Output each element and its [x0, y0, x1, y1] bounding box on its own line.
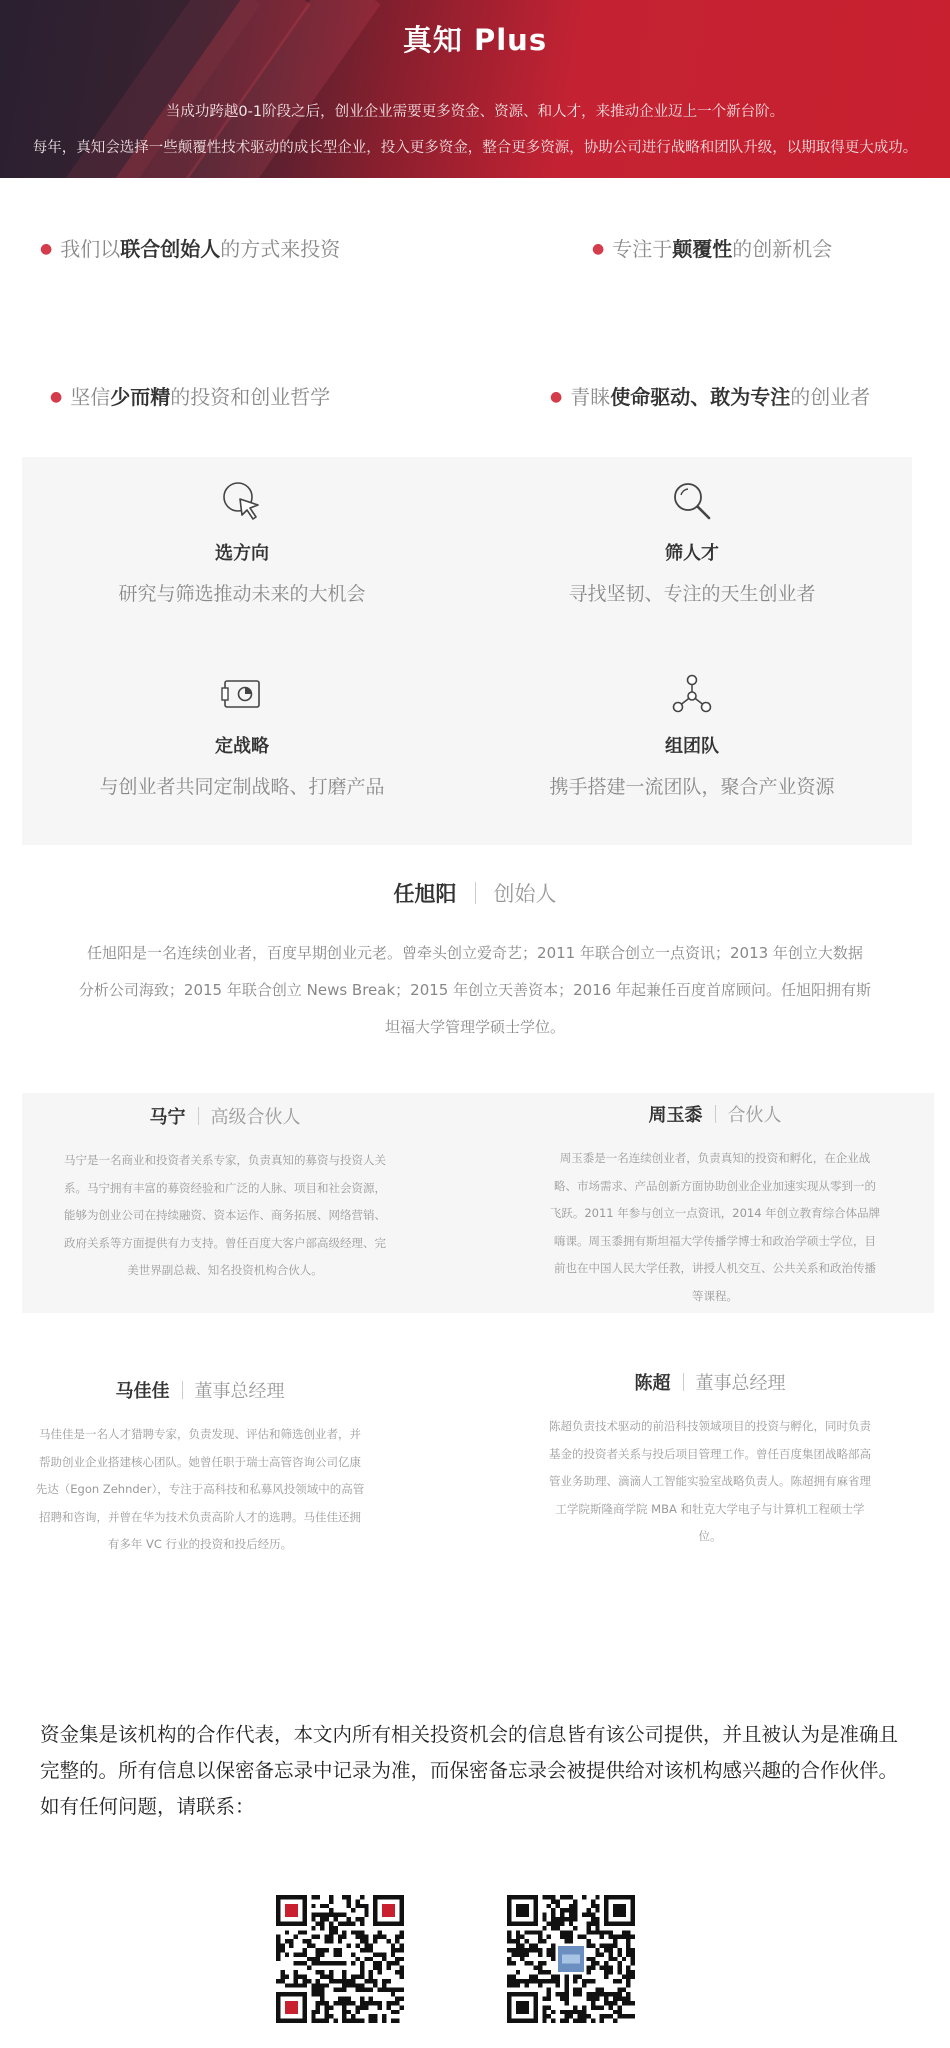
- principle-item: [50, 381, 330, 410]
- partner-role: 高级合伙人: [210, 1107, 301, 1128]
- partner-name: 陈超: [634, 1373, 671, 1394]
- approach-title: 组团队: [665, 736, 719, 757]
- approach-item: [22, 672, 462, 799]
- partner-card: [525, 1369, 895, 1551]
- partners-panel: [22, 1093, 934, 1313]
- approach-desc: 研究与筛选推动未来的大机会: [118, 583, 366, 605]
- principle-text: 坚信: [70, 385, 111, 409]
- principle-emphasis: 使命驱动、敢为专注: [610, 385, 791, 409]
- principle-text: 专注于: [612, 237, 673, 261]
- cursor-icon: [220, 479, 264, 523]
- partner-role: 董事总经理: [194, 1381, 285, 1402]
- bio-line: 略、市场需求、产品创新方面协助创业企业加速实现从零到一的: [554, 1178, 876, 1193]
- bio-line: 分析公司海致；2015 年联合创立 News Break；2015 年创立天善资本；2016 年起兼任百度首席顾问。任旭阳拥有斯: [78, 981, 872, 999]
- approach-title: 筛人才: [665, 543, 719, 564]
- partner-name: 马佳佳: [115, 1381, 170, 1402]
- approach-title: 选方向: [215, 543, 269, 564]
- bio-line: 前也在中国人民大学任教，讲授人机交互、公共关系和政治传播: [554, 1261, 876, 1275]
- divider: [475, 882, 476, 904]
- bio-line: 等课程。: [692, 1288, 738, 1303]
- bio-line: 马宁是一名商业和投资者关系专家，负责真知的募资与投资人关: [64, 1153, 386, 1167]
- divider: [182, 1381, 183, 1399]
- partner-role: 合伙人: [727, 1105, 782, 1126]
- bio-line: 坦福大学管理学硕士学位。: [384, 1018, 565, 1036]
- divider: [198, 1107, 199, 1125]
- principle-emphasis: 联合创始人: [120, 237, 221, 261]
- bio-line: 系。马宁拥有丰富的募资经验和广泛的人脉、项目和社会资源，: [64, 1180, 386, 1195]
- principle-text: 我们以: [60, 237, 121, 261]
- bio-line: 有多年 VC 行业的投资和投后经历。: [107, 1537, 293, 1551]
- divider: [683, 1373, 684, 1391]
- partner-bio: [540, 1145, 890, 1310]
- founder-bio: [40, 935, 910, 1046]
- bio-line: 招聘和咨询，并曾在华为技术负责高阶人才的选聘。马佳佳还拥: [39, 1509, 361, 1524]
- approach-item: [472, 672, 912, 799]
- partner-bio: [525, 1413, 895, 1551]
- partner-heading: [50, 1103, 400, 1129]
- approach-item: [472, 479, 912, 606]
- partner-heading: [15, 1377, 385, 1403]
- principle-emphasis: 少而精: [110, 385, 171, 409]
- notice-line: 完整的。所有信息以保密备忘录中记录为准，而保密备忘录会被提供给对该机构感兴趣的合作伙伴。: [40, 1759, 899, 1782]
- founder-name: 任旭阳: [393, 882, 457, 906]
- hero-intro-line: 当成功跨越0-1阶段之后，创业企业需要更多资金、资源、和人才，来推动企业迈上一个新台阶。: [165, 104, 785, 120]
- bullet-dot-icon: ●: [592, 241, 605, 257]
- hero-banner: [0, 0, 950, 178]
- principle-text: 的创新机会: [732, 237, 833, 261]
- bio-line: 位。: [698, 1529, 722, 1543]
- partner-card: [540, 1101, 890, 1310]
- hero-title: 真知 Plus: [402, 23, 548, 57]
- principle-text: 青睐: [570, 385, 611, 409]
- bullet-dot-icon: ●: [50, 389, 63, 405]
- partner-role: 董事总经理: [695, 1373, 786, 1394]
- notice-line: 资金集是该机构的合作代表，本文内所有相关投资机会的信息皆有该公司提供，并且被认为是准确且: [40, 1723, 899, 1746]
- bio-line: 任旭阳是一名连续创业者，百度早期创业元老。曾牵头创立爱奇艺；2011 年联合创立一点资讯；2013 年创立大数据: [87, 944, 863, 962]
- bio-line: 管业务助理、滴滴人工智能实验室战略负责人。陈超拥有麻省理: [549, 1474, 871, 1488]
- approach-item: [22, 479, 462, 606]
- bio-line: 帮助创业企业搭建核心团队。她曾任职于瑞士高管咨询公司亿康: [39, 1454, 361, 1469]
- founder-role: 创始人: [493, 882, 557, 906]
- bio-line: 陈超负责技术驱动的前沿科技领域项目的投资与孵化，同时负责: [549, 1419, 871, 1433]
- network-icon: [670, 672, 714, 716]
- principle-item: [592, 233, 832, 262]
- bio-line: 马佳佳是一名人才猎聘专家，负责发现、评估和筛选创业者，并: [39, 1427, 361, 1441]
- bio-line: 飞跃。2011 年参与创立一点资讯，2014 年创立教育综合体品牌: [549, 1206, 881, 1220]
- approach-desc: 与创业者共同定制战略、打磨产品: [99, 776, 385, 798]
- notice-line: 如有任何问题，请联系：: [40, 1795, 255, 1818]
- principle-text: 的投资和创业哲学: [170, 385, 331, 409]
- principle-emphasis: 颠覆性: [672, 237, 733, 261]
- bio-line: 周玉黍是一名连续创业者，负责真知的投资和孵化，在企业战: [559, 1151, 871, 1165]
- hero-intro-line: 每年，真知会选择一些颠覆性技术驱动的成长型企业，投入更多资金，整合更多资源，协助公司进行战略和团队升级，以期取得更大成功。: [32, 140, 918, 156]
- bio-line: 先达（Egon Zehnder），专注于高科技和私募风投领域中的高管: [35, 1482, 365, 1496]
- bullet-dot-icon: ●: [550, 389, 563, 405]
- magnifier-icon: [670, 479, 714, 523]
- bio-line: 嗨课。周玉黍拥有斯坦福大学传播学博士和政治学硕士学位，目: [554, 1233, 876, 1248]
- partner-heading: [540, 1101, 890, 1127]
- partner-bio: [50, 1147, 400, 1285]
- approach-panel: [22, 457, 912, 845]
- bio-line: 能够为创业公司在持续融资、资本运作、商务拓展、网络营销、: [64, 1208, 386, 1222]
- partner-card: [50, 1103, 400, 1285]
- approach-title: 定战略: [215, 736, 269, 757]
- bio-line: 政府关系等方面提供有力支持。曾任百度大客户部高级经理、完: [64, 1235, 386, 1250]
- principle-text: 的创业者: [790, 385, 871, 409]
- partner-name: 马宁: [149, 1107, 186, 1128]
- bullet-dot-icon: ●: [40, 241, 53, 257]
- bio-line: 基金的投资者关系与投后项目管理工作。曾任百度集团战略部高: [549, 1446, 871, 1461]
- principle-item: [550, 381, 870, 410]
- disclaimer-notice: [40, 1717, 920, 1825]
- bio-line: 工学院斯隆商学院 MBA 和牡克大学电子与计算机工程硕士学: [555, 1501, 865, 1516]
- strategy-box-icon: [220, 672, 264, 716]
- bio-line: 美世界副总裁、知名投资机构合伙人。: [127, 1263, 323, 1277]
- founder-heading: [0, 878, 950, 908]
- principle-text: 的方式来投资: [220, 237, 341, 261]
- principle-item: [40, 233, 340, 262]
- partner-name: 周玉黍: [648, 1105, 703, 1126]
- approach-desc: 携手搭建一流团队，聚合产业资源: [549, 776, 835, 798]
- divider: [715, 1105, 716, 1123]
- approach-desc: 寻找坚韧、专注的天生创业者: [568, 583, 816, 605]
- qr-code-icon: [507, 1895, 635, 2023]
- qr-code-icon: [276, 1895, 404, 2023]
- partner-card: [15, 1377, 385, 1559]
- partner-bio: [15, 1421, 385, 1559]
- partner-heading: [525, 1369, 895, 1395]
